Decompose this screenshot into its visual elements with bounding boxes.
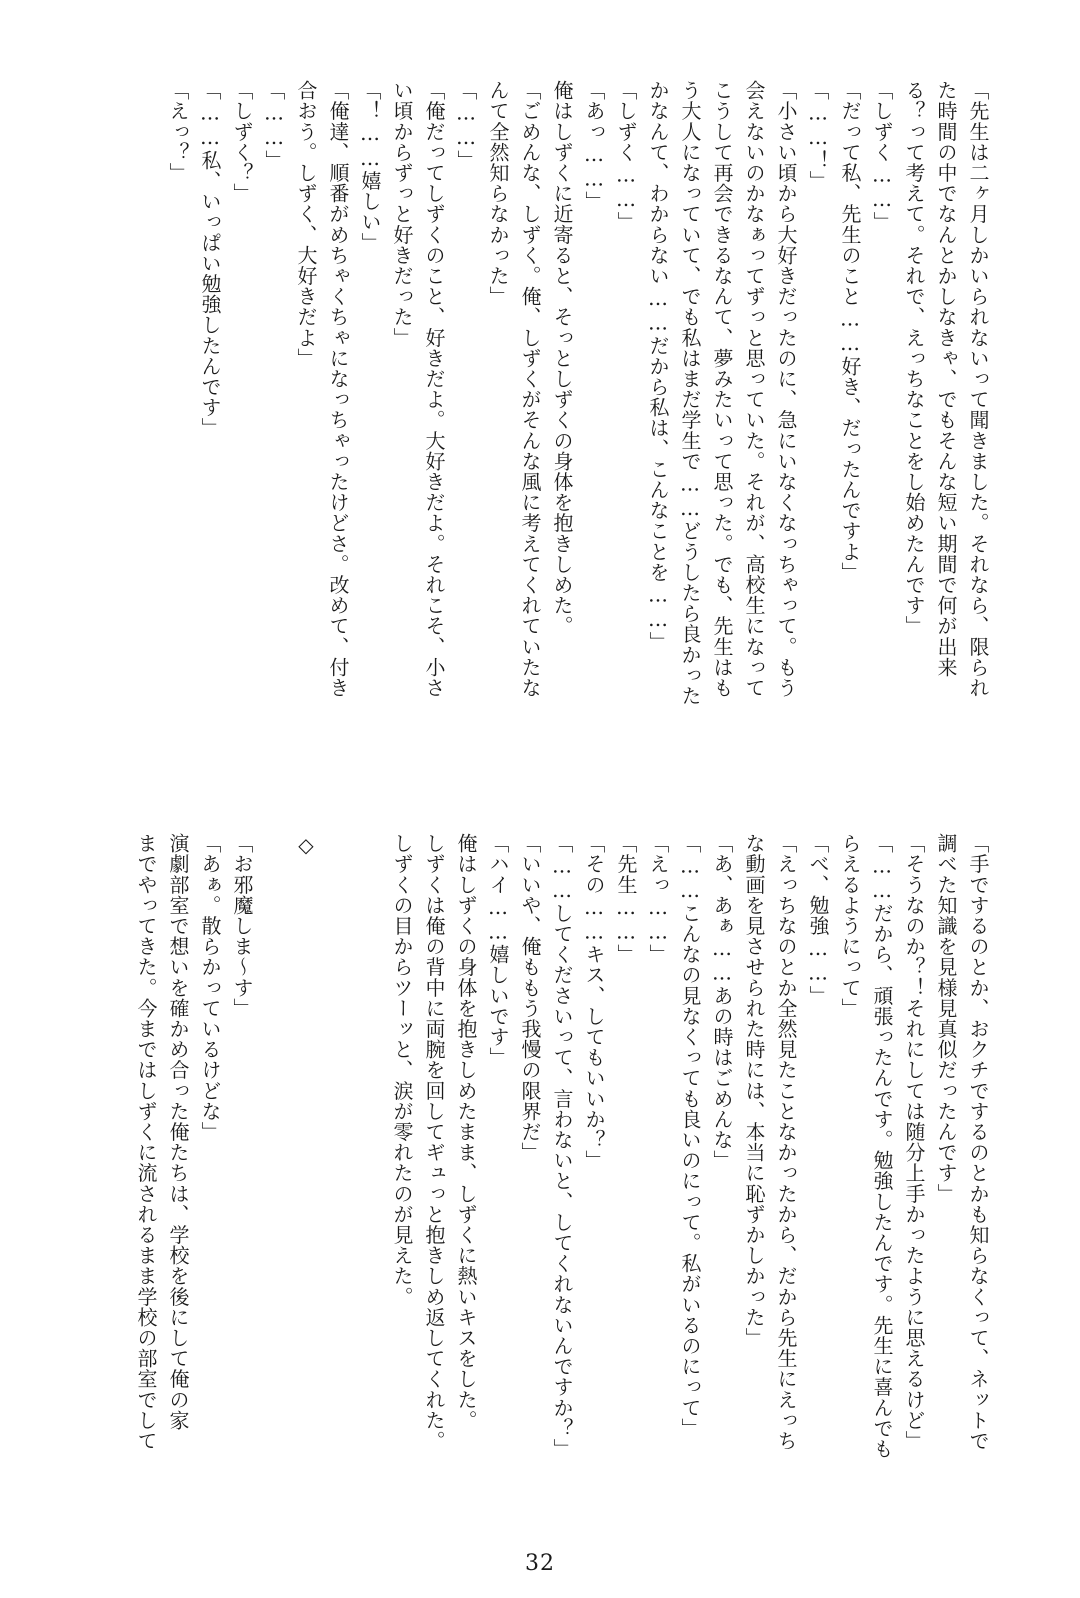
text-line: 「いいや、俺ももう我慢の限界だ」 bbox=[518, 833, 542, 1163]
text-line: 「あ、あぁ……あの時はごめんな」 bbox=[710, 833, 734, 1171]
text-line: 「先生……」 bbox=[614, 833, 638, 965]
text-line: う大人になっていて、でも私はまだ学生で……どうしたら良かった bbox=[678, 80, 702, 706]
text-line: 「そうなのか？！それにしては随分上手かったように思えるけど」 bbox=[902, 833, 926, 1451]
text-line: 調べた知識を見様見真似だったんです」 bbox=[934, 833, 958, 1204]
text-line: らえるようにって」 bbox=[838, 833, 862, 1019]
text-line: 「ごめんな、しずく。俺、しずくがそんな風に考えてくれていたな bbox=[518, 80, 542, 698]
lower-text-block bbox=[74, 833, 994, 1548]
scene-break-diamond: ◇ bbox=[294, 833, 318, 858]
text-line: 「！……嬉しい」 bbox=[358, 80, 382, 253]
text-line: 「俺だってしずくのこと、好きだよ。大好きだよ。それこそ、小さ bbox=[422, 80, 446, 698]
text-line: る？って考えて。それで、えっちなことをし始めたんです」 bbox=[902, 80, 926, 637]
upper-text-block bbox=[74, 80, 994, 795]
text-line bbox=[354, 833, 386, 1548]
text-line: 「……してくださいって、言わないと、してくれないんですか？」 bbox=[550, 833, 574, 1459]
text-line: 「しずく？」 bbox=[230, 80, 254, 204]
text-line: 「手でするのとか、おクチでするのとかも知らなくって、ネットで bbox=[966, 833, 990, 1451]
text-line: 「その……キス、してもいいか？」 bbox=[582, 833, 606, 1171]
text-line bbox=[322, 833, 354, 1548]
text-line: 「えっ……」 bbox=[646, 833, 670, 965]
text-line: 「……私、いっぱい勉強したんです」 bbox=[198, 80, 222, 439]
text-line: た時間の中でなんとかしなきゃ、でもそんな短い期間で何が出来 bbox=[934, 80, 958, 678]
text-line: な動画を見させられた時には、本当に恥ずかしかった」 bbox=[742, 833, 766, 1348]
text-line: かなんて、わからない……だから私は、こんなことを……」 bbox=[646, 80, 670, 653]
page-number: 32 bbox=[525, 1551, 555, 1576]
text-line: 「……こんなの見なくっても良いのにって。私がいるのにって」 bbox=[678, 833, 702, 1439]
text-line: しずくは俺の背中に両腕を回してギュっと抱きしめ返してくれた。 bbox=[422, 833, 446, 1451]
text-line: までやってきた。今まではしずくに流されるまま学校の部室でして bbox=[134, 833, 158, 1451]
text-line: 「……」 bbox=[454, 80, 478, 171]
text-line: 「しずく……」 bbox=[614, 80, 638, 233]
text-line: 「えっちなのとか全然見たことなかったから、だから先生にえっち bbox=[774, 833, 798, 1451]
text-line: 「べ、勉強……」 bbox=[806, 833, 830, 1006]
text-line: 「俺達、順番がめちゃくちゃになっちゃったけどさ。改めて、付き bbox=[326, 80, 350, 698]
text-line: 「お邪魔しま～す」 bbox=[230, 833, 254, 1019]
text-line: 「えっ？」 bbox=[166, 80, 190, 183]
text-line: 「あぁ。散らかっているけどな」 bbox=[198, 833, 222, 1142]
text-line: 演劇部室で想いを確かめ合った俺たちは、学校を後にして俺の家 bbox=[166, 833, 190, 1431]
text-line: 俺はしずくに近寄ると、そっとしずくの身体を抱きしめた。 bbox=[550, 80, 574, 637]
text-line: 「しずく……」 bbox=[870, 80, 894, 233]
text-line: い頃からずっと好きだった」 bbox=[390, 80, 414, 348]
text-line: 「……！」 bbox=[806, 80, 830, 191]
text-line: んて全然知らなかった」 bbox=[486, 80, 510, 307]
text-line: 「先生は二ヶ月しかいられないって聞きました。それなら、限られ bbox=[966, 80, 990, 698]
text-line: 「……だから、頑張ったんです。勉強したんです。先生に喜んでも bbox=[870, 833, 894, 1459]
text-line: 合おう。しずく、大好きだよ」 bbox=[294, 80, 318, 369]
text-line: こうして再会できるなんて、夢みたいって思った。でも、先生はも bbox=[710, 80, 734, 698]
text-line: 「小さい頃から大好きだったのに、急にいなくなっちゃって。もう bbox=[774, 80, 798, 698]
text-line: 俺はしずくの身体を抱きしめたまま、しずくに熱いキスをした。 bbox=[454, 833, 478, 1431]
text-line: しずくの目からツーッと、涙が零れたのが見えた。 bbox=[390, 833, 414, 1307]
text-line: 「あっ……」 bbox=[582, 80, 606, 212]
text-line: 会えないのかなぁってずっと思っていた。それが、高校生になって bbox=[742, 80, 766, 698]
text-line: 「ハイ……嬉しいです」 bbox=[486, 833, 510, 1068]
text-line: 「……」 bbox=[262, 80, 286, 171]
text-line bbox=[258, 833, 290, 1548]
text-line: 「だって私、先生のこと……好き、だったんですよ」 bbox=[838, 80, 862, 583]
